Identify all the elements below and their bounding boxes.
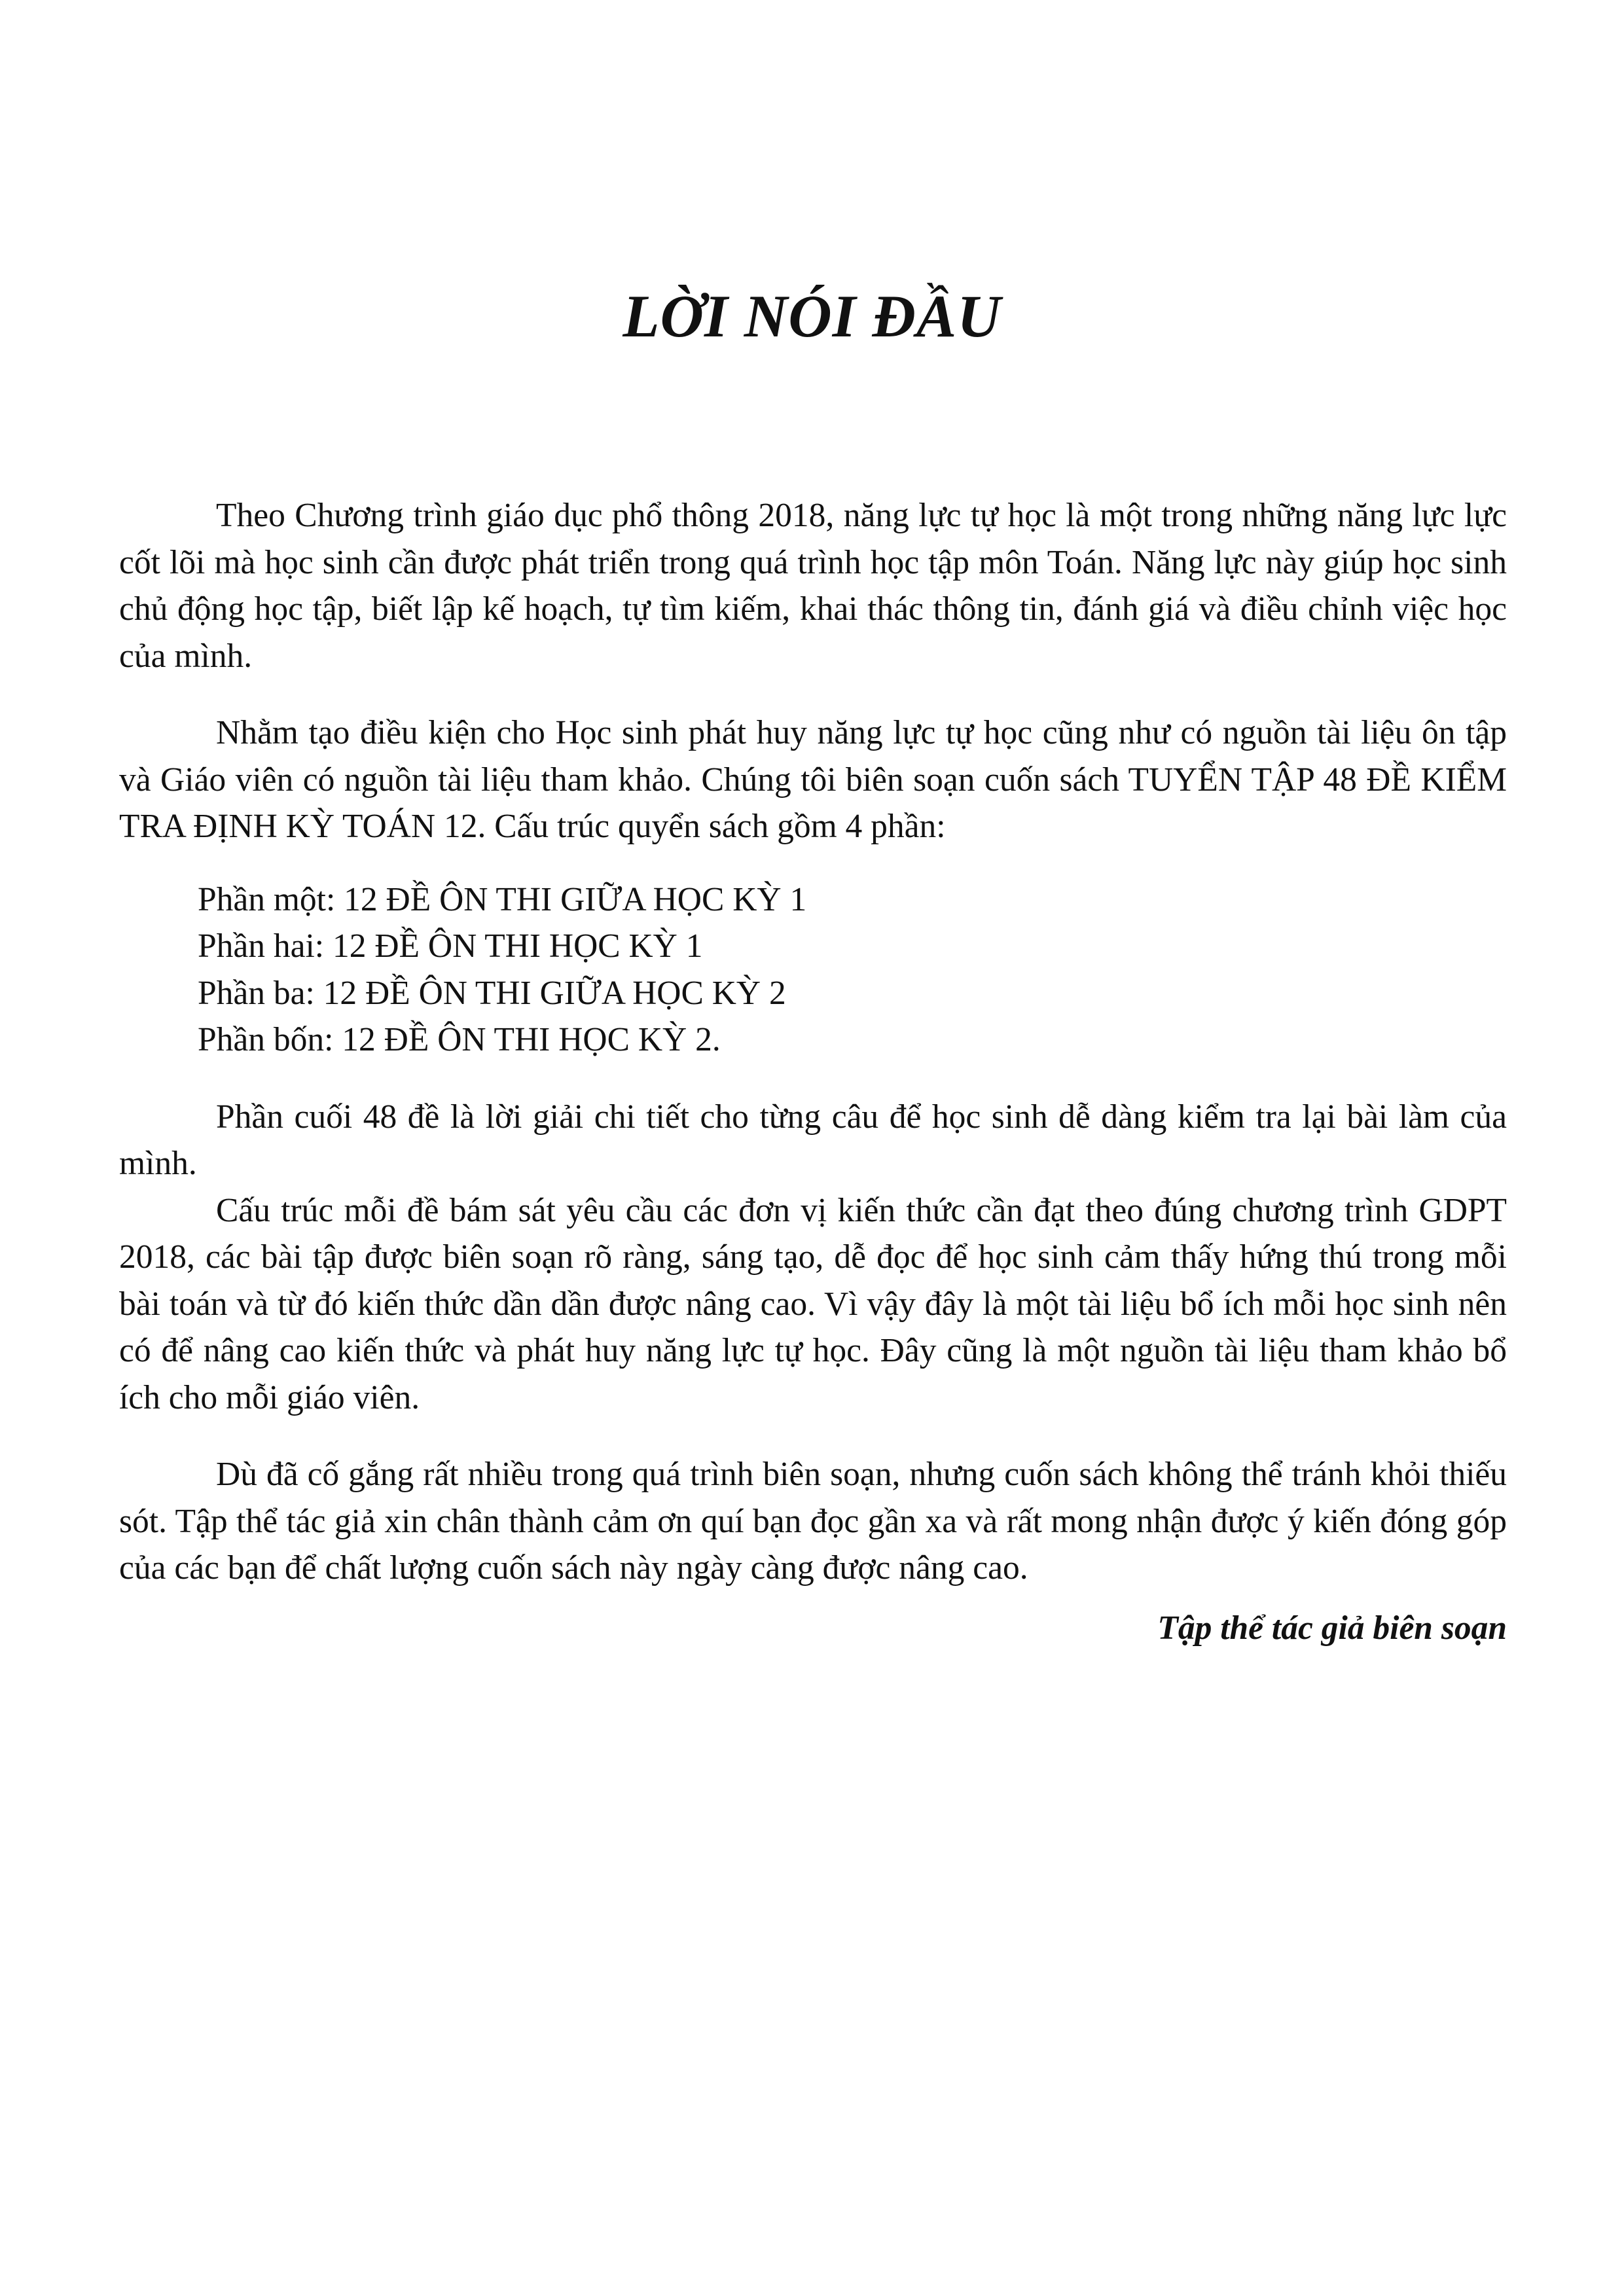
paragraph-intro: Theo Chương trình giáo dục phổ thông 2018, năng lực tự học là một trong những năng lực lực cốt lõi mà học sinh cần được phát triển trong quá trình học tập môn Toán. Năng lực này giúp học sinh chủ động học tập, biết lập kế hoạch, tự tìm kiếm, khai thác thông tin, đánh giá và điều chỉnh việc học của mình. [119, 497, 1507, 675]
book-parts-list [198, 876, 1507, 1064]
paragraph-purpose: Nhằm tạo điều kiện cho Học sinh phát huy năng lực tự học cũng như có nguồn tài liệu ôn tập và Giáo viên có nguồn tài liệu tham khảo. Chúng tôi biên soạn cuốn sách TUYỂN TẬP 48 ĐỀ KIỂM TRA ĐỊNH KỲ TOÁN 12. Cấu trúc quyển sách gồm 4 phần: [119, 714, 1507, 845]
page-title: LỜI NÓI ĐẦU [623, 283, 1001, 350]
paragraph-acknowledgement: Dù đã cố gắng rất nhiều trong quá trình biên soạn, nhưng cuốn sách không thể tránh khỏi thiếu sót. Tập thể tác giả xin chân thành cảm ơn quí bạn đọc gần xa và rất mong nhận được ý kiến đóng góp của các bạn để chất lượng cuốn sách này ngày càng được nâng cao. [119, 1456, 1507, 1587]
book-part-item: Phần ba: 12 ĐỀ ÔN THI GIỮA HỌC KỲ 2 [198, 974, 786, 1012]
paragraph-solutions: Phần cuối 48 đề là lời giải chi tiết cho từng câu để học sinh dễ dàng kiểm tra lại bài làm của mình. [119, 1098, 1507, 1182]
book-part-item: Phần một: 12 ĐỀ ÔN THI GIỮA HỌC KỲ 1 [198, 880, 807, 918]
author-signature: Tập thể tác giả biên soạn [1157, 1609, 1507, 1647]
book-part-item: Phần bốn: 12 ĐỀ ÔN THI HỌC KỲ 2. [198, 1021, 721, 1058]
book-part-item: Phần hai: 12 ĐỀ ÔN THI HỌC KỲ 1 [198, 927, 703, 965]
preface-body [119, 492, 1507, 1651]
paragraph-structure: Cấu trúc mỗi đề bám sát yêu cầu các đơn vị kiến thức cần đạt theo đúng chương trình GDPT 2018, các bài tập được biên soạn rõ ràng, sáng tạo, dễ đọc để học sinh cảm thấy hứng thú trong mỗi bài toán và từ đó kiến thức dần dần được nâng cao. Vì vậy đây là một tài liệu bổ ích mỗi học sinh nên có để nâng cao kiến thức và phát huy năng lực tự học. Đây cũng là một nguồn tài liệu tham khảo bổ ích cho mỗi giáo viên. [119, 1191, 1507, 1416]
